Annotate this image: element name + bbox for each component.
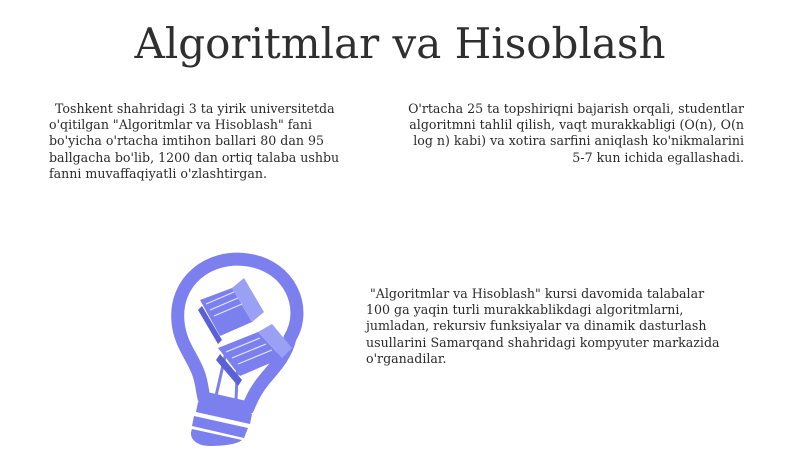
paragraph-left: Toshkent shahridagi 3 ta yirik universitetda o'qitilgan "Algoritmlar va Hisoblash" fani bo'yicha o'rtacha imtihon ballari 80 dan 95 ballgacha bo'lib, 1200 dan ortiq talaba ushbu fanni muvaffaqiyatli o'zlashtirgan. <box>49 101 340 181</box>
paragraph-right: O'rtacha 25 ta topshiriqni bajarish orqali, studentlar algoritmni tahlil qilish, vaqt murakkabligi (O(n), O(n log n) kabi) va xotira sarfini aniqlash ko'nikmalarini 5-7 kun ichida egallashadi. <box>408 101 744 165</box>
lightbulb-with-books-icon <box>140 248 330 448</box>
slide-title: Algoritmlar va Hisoblash <box>134 19 666 68</box>
paragraph-bottom: "Algoritmlar va Hisoblash" kursi davomida talabalar 100 ga yaqin turli murakkablikdagi algoritmlarni, jumladan, rekursiv funksiyalar va dinamik dasturlash usullarini Samarqand shahridagi kompyuter markazida o'rganadilar. <box>366 286 720 366</box>
